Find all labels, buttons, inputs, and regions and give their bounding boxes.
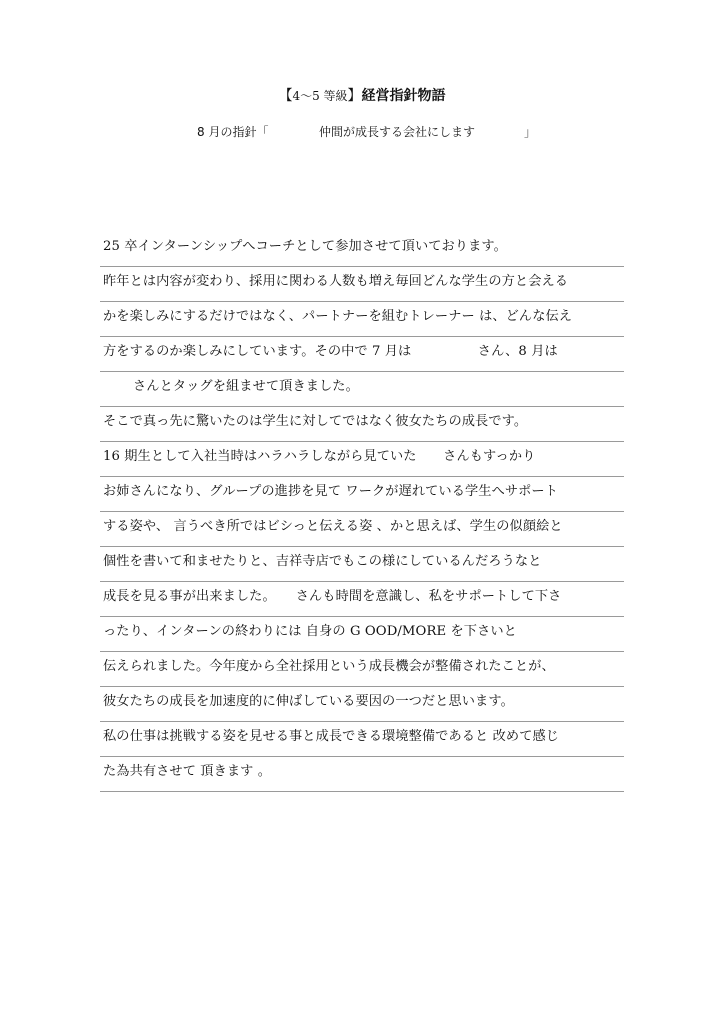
monthly-policy xyxy=(197,122,537,142)
body-line: する姿や、 言うべき所ではビシっと伝える姿 、かと思えば、学生の似顔絵と xyxy=(100,512,624,547)
policy-text: 仲間が成長する会社にします xyxy=(319,125,476,139)
body-line: 私の仕事は挑戦する姿を見せる事と成長できる環境整備であると 改めて感じ xyxy=(100,722,624,757)
body-line: お姉さんになり、グループの進捗を見て ワークが遅れている学生へサポート xyxy=(100,477,624,512)
body-line: 成長を見る事が出来ました。 さんも時間を意識し、私をサポートして下さ xyxy=(100,582,624,617)
body-text xyxy=(100,232,624,792)
body-line: そこで真っ先に驚いたのは学生に対してではなく彼女たちの成長です。 xyxy=(100,407,624,442)
title-text: 経営指針物語 xyxy=(361,88,446,104)
body-line: さんとタッグを組ませて頂きました。 xyxy=(100,372,624,407)
policy-suffix: 」 xyxy=(524,125,537,139)
body-line: 昨年とは内容が変わり、採用に関わる人数も増え毎回どんな学生の方と会える xyxy=(100,267,624,302)
body-line: ったり、インターンの終わりには 自身の G OOD/MORE を下さいと xyxy=(100,617,624,652)
grade-label: 4～5 等級 xyxy=(292,89,348,103)
body-line: 方をするのか楽しみにしています。その中で 7 月は さん、8 月は xyxy=(100,337,624,372)
body-line: 16 期生として入社当時はハラハラしながら見ていた さんもすっかり xyxy=(100,442,624,477)
open-bracket: 【 xyxy=(278,88,293,104)
body-line: た為共有させて 頂きます 。 xyxy=(100,757,624,792)
document-title xyxy=(0,86,724,106)
body-line: かを楽しみにするだけではなく、パートナーを組むトレーナー は、どんな伝え xyxy=(100,302,624,337)
body-line: 彼女たちの成長を加速度的に伸ばしている要因の一つだと思います。 xyxy=(100,687,624,722)
body-line: 個性を書いて和ませたりと、吉祥寺店でもこの様にしているんだろうなと xyxy=(100,547,624,582)
body-line: 25 卒インターンシップへコーチとして参加させて頂いております。 xyxy=(100,232,624,267)
body-line: 伝えられました。今年度から全社採用という成長機会が整備されたことが、 xyxy=(100,652,624,687)
close-bracket: 】 xyxy=(347,88,362,104)
policy-prefix: 8 月の指針「 xyxy=(197,125,269,139)
